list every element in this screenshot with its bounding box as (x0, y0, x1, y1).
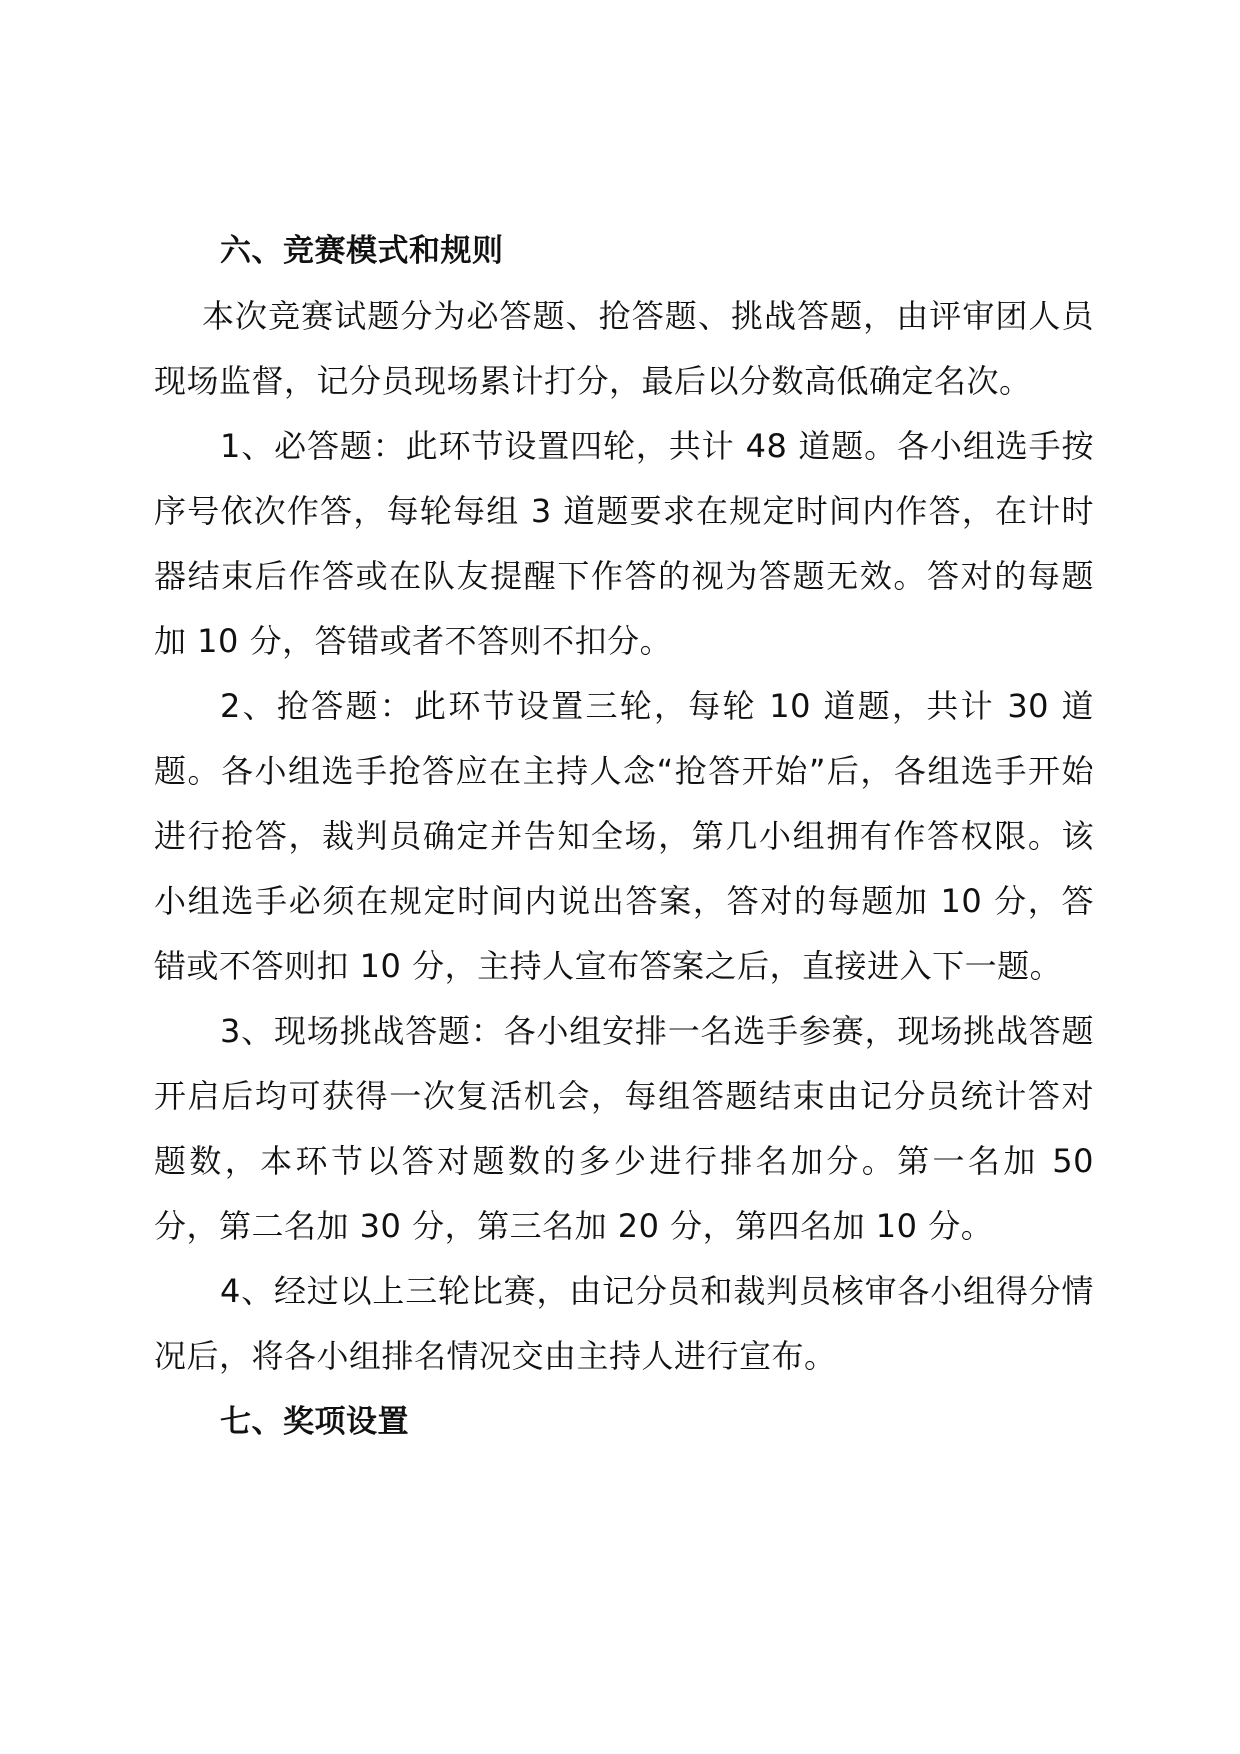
section-heading-competition-rules: 六、竞赛模式和规则 (220, 233, 504, 269)
intro-paragraph: 本次竞赛试题分为必答题、抢答题、挑战答题，由评审团人员现场监督，记分员现场累计打分，最后以分数高低确定名次。 (154, 297, 1094, 400)
rule-item-buzzer-questions: 2、抢答题：此环节设置三轮，每轮 10 道题，共计 30 道题。各小组选手抢答应在主持人念“抢答开始”后，各组选手开始进行抢答，裁判员确定并告知全场，第几小组拥有作答权限。该小组选手必须在规定时间内说出答案，答对的每题加 10 分，答错或不答则扣 10 分，主持人宣布答案之后，直接进入下一题。 (154, 687, 1094, 985)
section-heading-awards: 七、奖项设置 (220, 1404, 409, 1440)
document-body (154, 218, 1094, 1455)
rule-item-challenge-questions: 3、现场挑战答题：各小组安排一名选手参赛，现场挑战答题开启后均可获得一次复活机会，每组答题结束由记分员统计答对题数，本环节以答对题数的多少进行排名加分。第一名加 50 分，第二名加 30 分，第三名加 20 分，第四名加 10 分。 (154, 1012, 1094, 1245)
rule-item-required-questions: 1、必答题：此环节设置四轮，共计 48 道题。各小组选手按序号依次作答，每轮每组 3 道题要求在规定时间内作答，在计时器结束后作答或在队友提醒下作答的视为答题无效。答对的每题加 10 分，答错或者不答则不扣分。 (154, 427, 1094, 660)
rule-item-final-ranking: 4、经过以上三轮比赛，由记分员和裁判员核审各小组得分情况后，将各小组排名情况交由主持人进行宣布。 (154, 1272, 1094, 1375)
